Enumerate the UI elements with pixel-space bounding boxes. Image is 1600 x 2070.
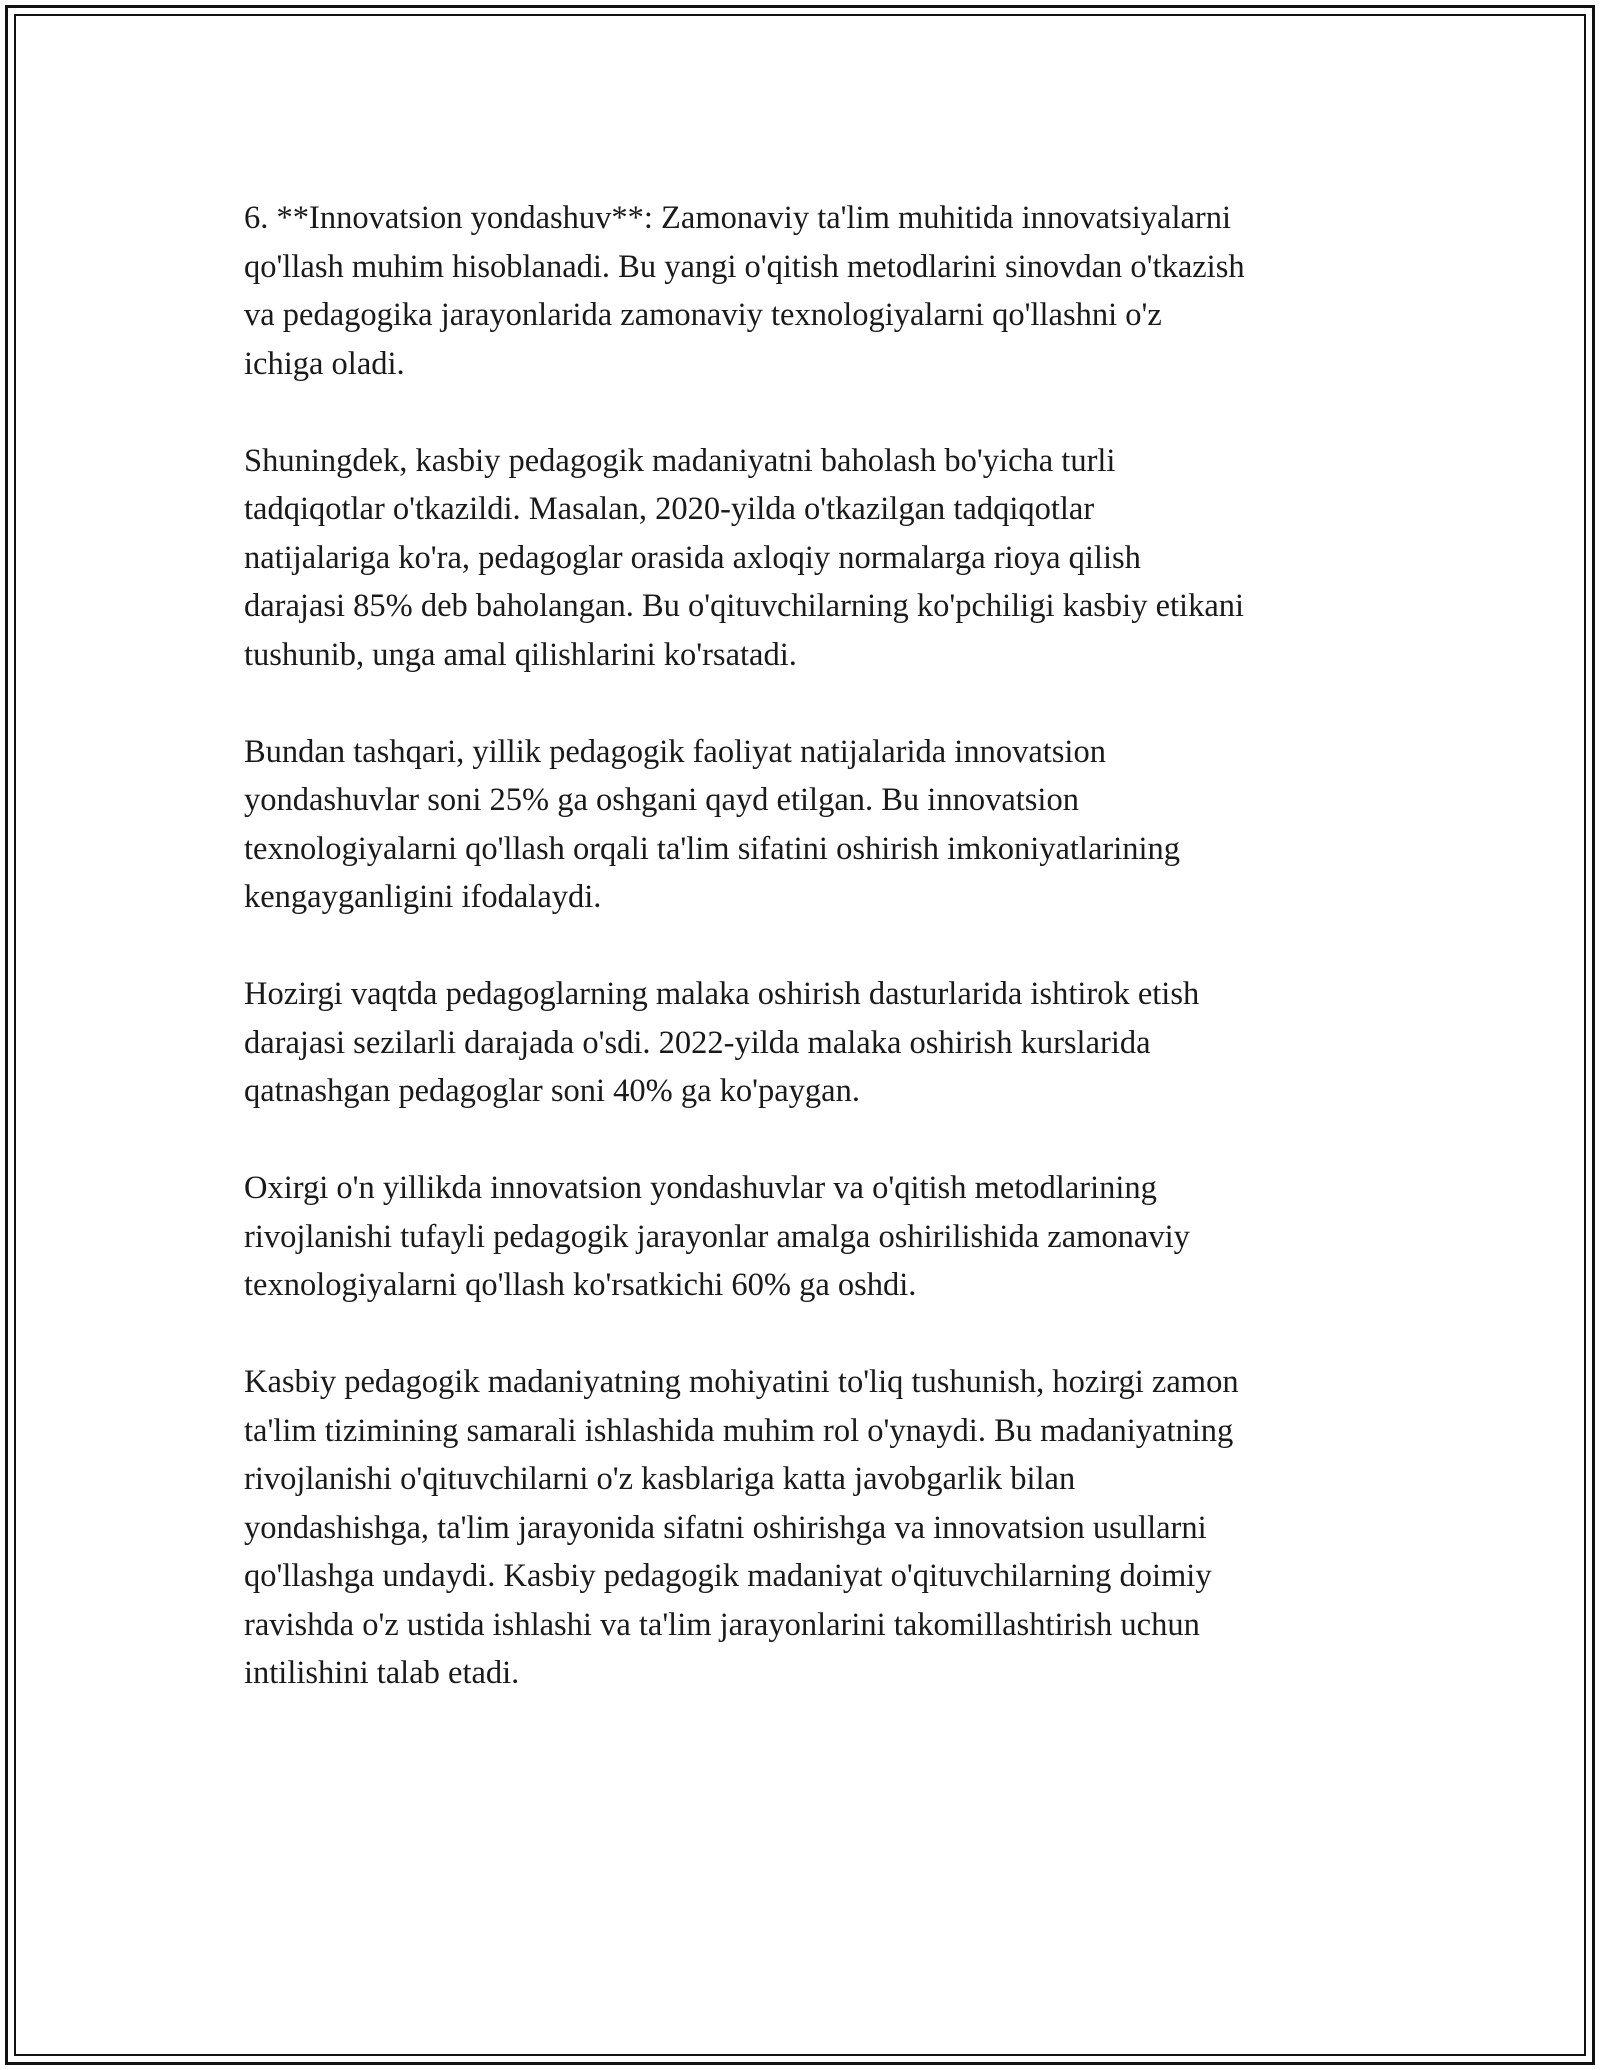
paragraph-innovatsion-yondashuv: 6. **Innovatsion yondashuv**: Zamonaviy ta'lim muhitida innovatsiyalarni qo'llash muhim hisoblanadi. Bu yangi o'qitish metodlarini sinovdan o'tkazish va pedagogika jarayonlarida zamonaviy texnologiyalarni qo'llashni o'z ichiga oladi. — [244, 200, 1245, 382]
page-content — [244, 194, 1384, 1698]
paragraph-baholash-tadqiqotlari: Shuningdek, kasbiy pedagogik madaniyatni baholash bo'yicha turli tadqiqotlar o'tkazildi. Masalan, 2020-yilda o'tkazilgan tadqiqotlar natijalariga ko'ra, pedagoglar orasida axloqiy normalarga rioya qilish darajasi 85% deb baholangan. Bu o'qituvchilarning ko'pchiligi kasbiy etikani tushunib, unga amal qilishlarini ko'rsatadi. — [244, 442, 1245, 673]
paragraph-malaka-oshirish: Hozirgi vaqtda pedagoglarning malaka oshirish dasturlarida ishtirok etish darajasi sezilarli darajada o'sdi. 2022-yilda malaka oshirish kurslarida qatnashgan pedagoglar soni 40% ga ko'paygan. — [244, 976, 1200, 1109]
page-frame — [5, 5, 1595, 2065]
paragraph-oxirgi-on-yillik: Oxirgi o'n yillikda innovatsion yondashuvlar va o'qitish metodlarining rivojlanishi tufayli pedagogik jarayonlar amalga oshirilishida zamonaviy texnologiyalarni qo'llash ko'rsatkichi 60% ga oshdi. — [244, 1170, 1190, 1303]
paragraph-innovatsion-yondashuvlar-soni: Bundan tashqari, yillik pedagogik faoliyat natijalarida innovatsion yondashuvlar soni 25% ga oshgani qayd etilgan. Bu innovatsion texnologiyalarni qo'llash orqali ta'lim sifatini oshirish imkoniyatlarining kengayganligini ifodalaydi. — [244, 733, 1181, 915]
paragraph-xulosa: Kasbiy pedagogik madaniyatning mohiyatini to'liq tushunish, hozirgi zamon ta'lim tizimining samarali ishlashida muhim rol o'ynaydi. Bu madaniyatning rivojlanishi o'qituvchilarni o'z kasblariga katta javobgarlik bilan yondashishga, ta'lim jarayonida sifatni oshirishga va innovatsion usullarni qo'llashga undaydi. Kasbiy pedagogik madaniyat o'qituvchilarning doimiy ravishda o'z ustida ishlashi va ta'lim jarayonlarini takomillashtirish uchun intilishini talab etadi. — [244, 1364, 1239, 1691]
